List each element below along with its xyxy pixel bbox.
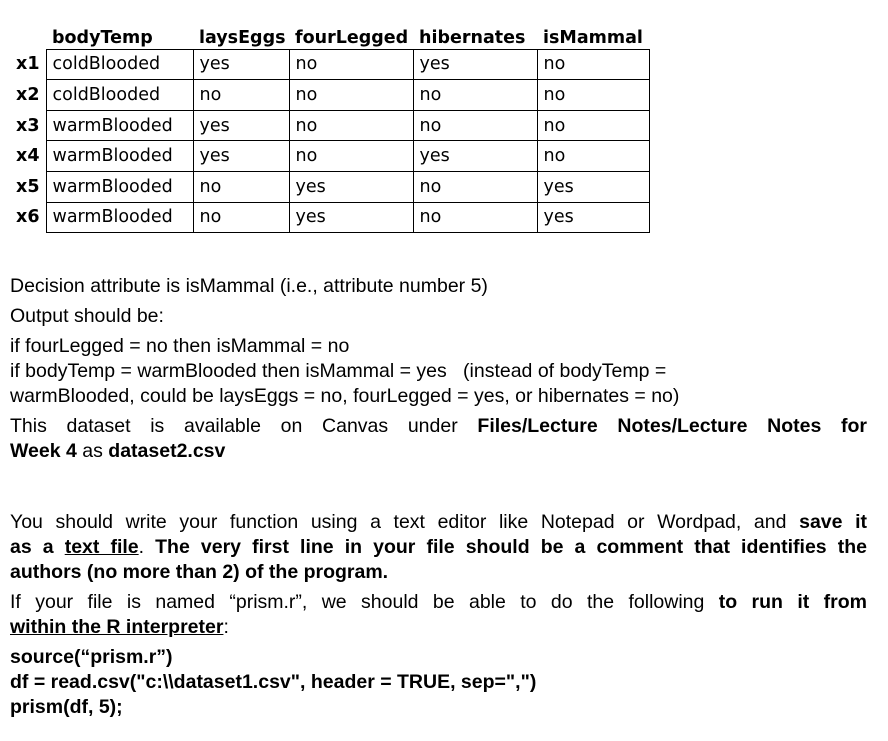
code-line bbox=[10, 695, 867, 720]
row-label: x3 bbox=[16, 115, 40, 136]
row-label-header bbox=[12, 18, 46, 49]
table-cell: no bbox=[413, 80, 537, 111]
table-cell: no bbox=[537, 110, 649, 141]
run-instruction-line bbox=[10, 615, 867, 640]
write-instruction-line bbox=[10, 510, 867, 535]
instruction-emphasis: save it bbox=[799, 511, 867, 533]
table-cell: warmBlooded bbox=[46, 171, 193, 202]
instruction-text: You should write your function using a text editor like Notepad or Wordpad, and bbox=[10, 511, 800, 533]
column-header: laysEggs bbox=[199, 27, 286, 48]
table-cell: yes bbox=[413, 141, 537, 172]
table-cell: coldBlooded bbox=[46, 80, 193, 111]
row-label: x4 bbox=[16, 146, 40, 167]
table-cell: no bbox=[289, 80, 413, 111]
table-cell: no bbox=[193, 202, 289, 233]
write-instruction-line bbox=[10, 535, 867, 560]
row-label: x5 bbox=[16, 176, 40, 197]
rule-line: if fourLegged = no then isMammal = no bbox=[10, 335, 350, 357]
table-cell: yes bbox=[289, 202, 413, 233]
decision-line: Decision attribute is isMammal (i.e., attribute number 5) bbox=[10, 275, 488, 297]
canvas-path: Week 4 bbox=[10, 440, 77, 462]
table-header-row bbox=[12, 18, 649, 49]
instruction-emphasis: authors (no more than 2) of the program. bbox=[10, 561, 389, 583]
instruction-text: If your file is named “prism.r”, we should be able to do the following bbox=[10, 591, 719, 613]
instruction-text: . bbox=[138, 536, 145, 558]
table-cell: no bbox=[289, 141, 413, 172]
row-label: x2 bbox=[16, 84, 40, 105]
code-text: prism(df, 5); bbox=[10, 696, 123, 718]
code-text: source(“prism.r”) bbox=[10, 646, 173, 668]
column-header: isMammal bbox=[543, 27, 643, 48]
table-cell: yes bbox=[413, 49, 537, 80]
table-cell: no bbox=[537, 141, 649, 172]
table-cell: no bbox=[413, 171, 537, 202]
table-cell: no bbox=[413, 110, 537, 141]
output-heading: Output should be: bbox=[10, 305, 164, 327]
instruction-emphasis: within the R interpreter bbox=[10, 616, 224, 638]
table-cell: no bbox=[413, 202, 537, 233]
table-cell: yes bbox=[289, 171, 413, 202]
table-cell: yes bbox=[193, 49, 289, 80]
instruction-emphasis: as a bbox=[10, 536, 65, 558]
table-cell: no bbox=[537, 80, 649, 111]
table-row bbox=[12, 202, 649, 233]
instruction-emphasis: to run it from bbox=[718, 591, 867, 613]
table-cell: yes bbox=[537, 202, 649, 233]
row-label: x6 bbox=[16, 207, 40, 228]
row-label: x1 bbox=[16, 54, 40, 75]
column-header: fourLegged bbox=[295, 27, 409, 48]
instruction-text: : bbox=[223, 616, 229, 638]
table-cell: warmBlooded bbox=[46, 141, 193, 172]
run-instruction-line bbox=[10, 590, 867, 615]
table-cell: yes bbox=[193, 110, 289, 141]
text-file-emphasis: text file bbox=[64, 536, 139, 558]
code-line bbox=[10, 670, 867, 695]
rule-line: warmBlooded, could be laysEggs = no, fourLegged = yes, or hibernates = no) bbox=[10, 385, 680, 407]
table-cell: coldBlooded bbox=[46, 49, 193, 80]
table-row bbox=[12, 80, 649, 111]
availability-text: as bbox=[76, 440, 109, 462]
availability-line bbox=[10, 439, 867, 464]
table-cell: warmBlooded bbox=[46, 202, 193, 233]
code-text: df = read.csv("c:\\dataset1.csv", header = TRUE, sep=",") bbox=[10, 671, 537, 693]
table-row bbox=[12, 141, 649, 172]
rule-line: if bodyTemp = warmBlooded then isMammal = yes (instead of bodyTemp = bbox=[10, 360, 667, 382]
table-cell: no bbox=[289, 110, 413, 141]
availability-text: This dataset is available on Canvas under bbox=[10, 415, 478, 437]
column-header: bodyTemp bbox=[52, 27, 153, 48]
table-cell: no bbox=[289, 49, 413, 80]
column-header: hibernates bbox=[419, 27, 526, 48]
table-row bbox=[12, 110, 649, 141]
table-cell: no bbox=[537, 49, 649, 80]
code-line bbox=[10, 645, 867, 670]
table-cell: no bbox=[193, 80, 289, 111]
canvas-path: Files/Lecture Notes/Lecture Notes for bbox=[477, 415, 867, 437]
table-cell: warmBlooded bbox=[46, 110, 193, 141]
table-cell: no bbox=[193, 171, 289, 202]
table-row bbox=[12, 171, 649, 202]
instruction-emphasis: The very first line in your file should be a comment that identifies the bbox=[144, 536, 867, 558]
table-row bbox=[12, 49, 649, 80]
table-cell: yes bbox=[537, 171, 649, 202]
dataset-filename: dataset2.csv bbox=[108, 440, 226, 462]
availability-line bbox=[10, 414, 867, 439]
instructions-text bbox=[10, 274, 867, 720]
table-cell: yes bbox=[193, 141, 289, 172]
dataset-table bbox=[12, 18, 650, 233]
write-instruction-line bbox=[10, 560, 867, 585]
